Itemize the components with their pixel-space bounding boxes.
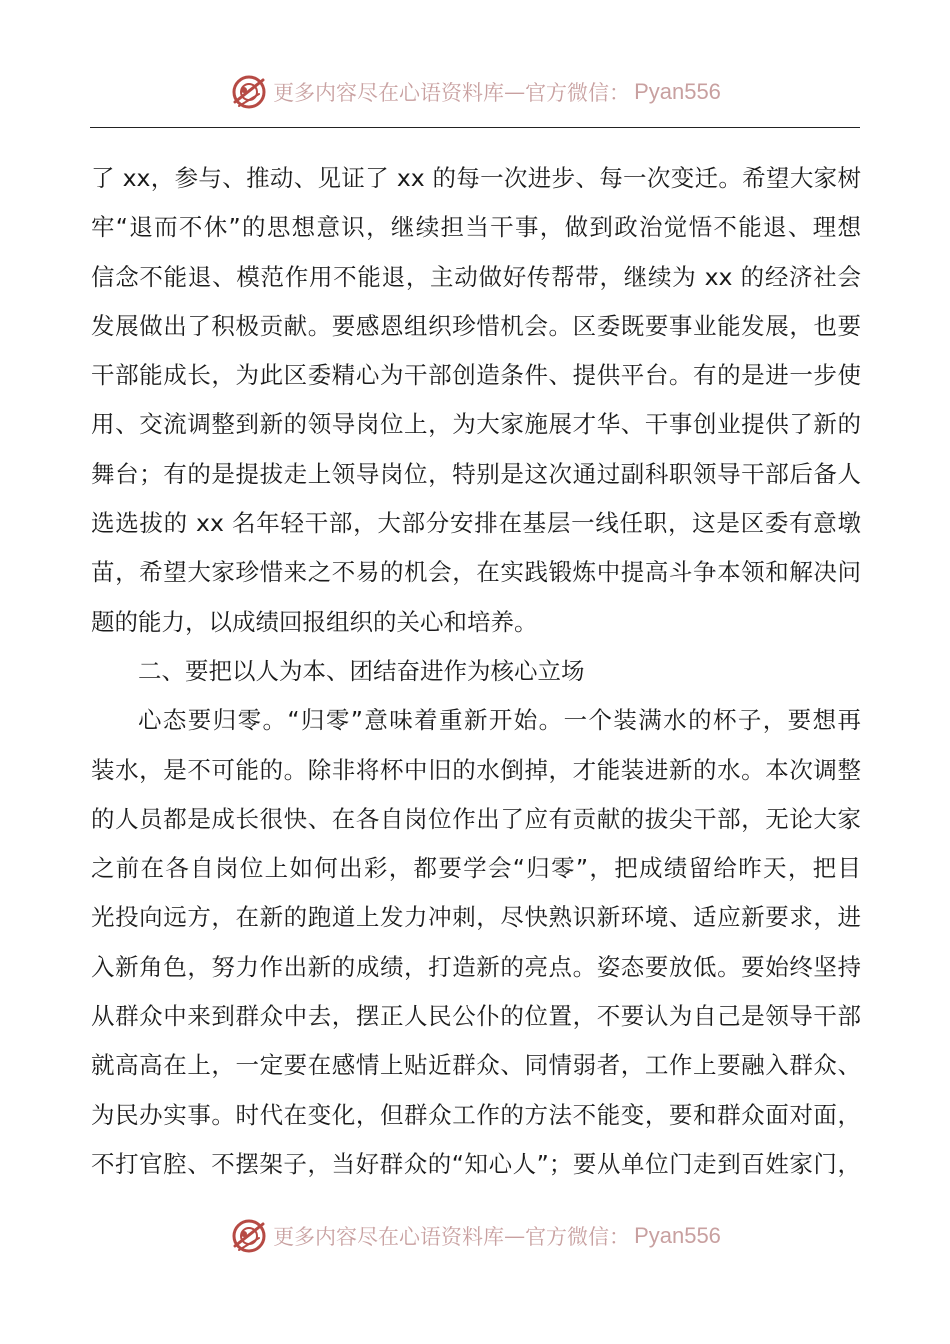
body-line: 不打官腔、不摆架子，当好群众的“知心人”；要从单位门走到百姓家门， xyxy=(91,1149,861,1178)
header-dash: — xyxy=(504,80,526,104)
body-line: 发展做出了积极贡献。要感恩组织珍惜机会。区委既要事业能发展，也要 xyxy=(91,311,861,340)
body-line: 信念不能退、模范作用不能退，主动做好传帮带，继续为 xx 的经济社会 xyxy=(91,262,861,291)
section-heading: 二、要把以人为本、团结奋进作为核心立场 xyxy=(138,656,585,685)
body-line: 为民办实事。时代在变化，但群众工作的方法不能变，要和群众面对面， xyxy=(91,1100,861,1129)
body-line: 题的能力，以成绩回报组织的关心和培养。 xyxy=(91,607,538,636)
body-line: 选选拔的 xx 名年轻干部，大部分安排在基层一线任职，这是区委有意墩 xyxy=(91,509,861,538)
fan-logo-icon xyxy=(229,1216,269,1256)
footer-brand-text: 更多内容尽在心语资料库 xyxy=(273,1225,505,1249)
header-brand-text: 更多内容尽在心语资料库 xyxy=(273,81,505,105)
fan-logo-icon xyxy=(229,72,269,112)
body-line: 的人员都是成长很快、在各自岗位作出了应有贡献的拔尖干部，无论大家 xyxy=(91,804,861,833)
header-banner xyxy=(0,68,950,116)
body-line: 光投向远方，在新的跑道上发力冲刺，尽快熟识新环境、适应新要求，进 xyxy=(91,903,861,932)
body-line: 了 xx，参与、推动、见证了 xx 的每一次进步、每一次变迁。希望大家树 xyxy=(91,164,861,192)
footer-contact-label: 官方微信： xyxy=(525,1225,631,1249)
body-line: 从群众中来到群众中去，摆正人民公仆的位置，不要认为自己是领导干部 xyxy=(91,1002,861,1031)
footer-banner xyxy=(0,1212,950,1260)
body-line: 之前在各自岗位上如何出彩，都要学会“归零”，把成绩留给昨天，把目 xyxy=(91,854,861,883)
body-line: 装水，是不可能的。除非将杯中旧的水倒掉，才能装进新的水。本次调整 xyxy=(91,755,861,784)
body-line: 用、交流调整到新的领导岗位上，为大家施展才华、干事创业提供了新的 xyxy=(91,410,861,439)
body-line: 干部能成长，为此区委精心为干部创造条件、提供平台。有的是进一步使 xyxy=(91,361,861,390)
body-line: 苗，希望大家珍惜来之不易的机会，在实践锻炼中提高斗争本领和解决问 xyxy=(91,558,861,587)
body-line: 牢“退而不休”的思想意识，继续担当干事，做到政治觉悟不能退、理想 xyxy=(91,213,861,242)
body-line: 入新角色，努力作出新的成绩，打造新的亮点。姿态要放低。要始终坚持 xyxy=(91,952,861,981)
footer-dash: — xyxy=(504,1224,526,1248)
header-divider xyxy=(90,127,860,128)
document-body xyxy=(91,154,861,1189)
body-line: 就高高在上，一定要在感情上贴近群众、同情弱者，工作上要融入群众、 xyxy=(91,1051,861,1080)
body-line: 心态要归零。“归零”意味着重新开始。一个装满水的杯子，要想再 xyxy=(138,706,861,735)
header-contact-id: Pyan556 xyxy=(634,79,721,104)
header-contact-label: 官方微信： xyxy=(525,81,631,105)
body-line: 舞台；有的是提拔走上领导岗位，特别是这次通过副科职领导干部后备人 xyxy=(91,459,861,488)
footer-contact-id: Pyan556 xyxy=(634,1223,721,1248)
